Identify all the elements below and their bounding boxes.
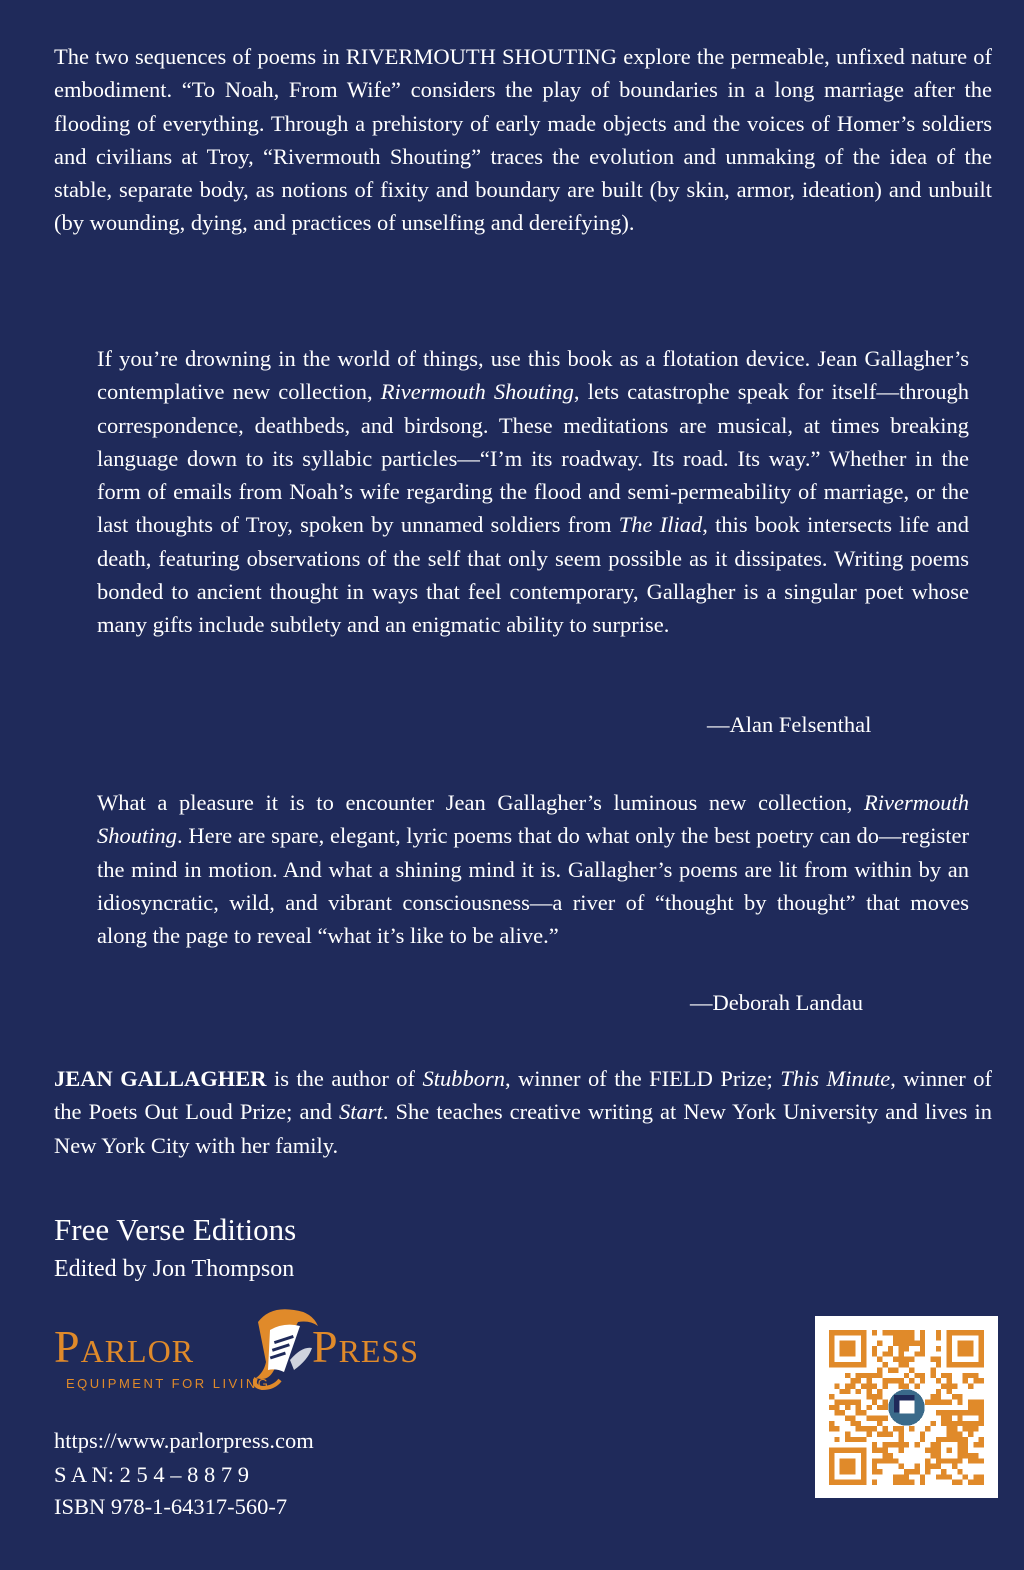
description-paragraph — [54, 40, 992, 240]
blurb-felsenthal — [97, 342, 969, 642]
author-bio — [54, 1062, 992, 1162]
iliad-title: The Iliad — [618, 512, 703, 538]
blurb-landau — [97, 786, 969, 952]
logo-name-left: Parlor — [54, 1321, 195, 1372]
blurb-text: , this book intersects life and death, featuring observations of the self that only seem possible as it dissipates. Writing poems bonded to ancient thought in ways that feel contemporary, Gallagher is a singular poet whose many gifts include subtlety and an enigmatic ability to surprise. — [97, 512, 969, 638]
publisher-logo — [54, 1300, 484, 1400]
series-editor: Edited by Jon Thompson — [54, 1256, 295, 1282]
blurb-text: . Here are spare, elegant, lyric poems that do what only the best poetry can do—register the mind in motion. And what a shining mind it is. Gallagher’s poems are lit from within by an idiosyncratic, wild, and vibrant consciousness—a river of “thought by thought” that moves along the page to reveal “what it’s like to be alive.” — [97, 823, 969, 949]
series-title: Free Verse Editions — [54, 1212, 297, 1247]
bio-text: , winner of the Poets Out Loud Prize; and — [54, 1066, 992, 1125]
book-title: Stubborn — [422, 1066, 505, 1091]
book-title: This Minute — [780, 1066, 891, 1091]
author-name: JEAN GALLAGHER — [54, 1066, 267, 1091]
blurb-attribution-felsenthal: —Alan Felsenthal — [707, 712, 872, 737]
blurb-text: , lets catastrophe speak for itself—through correspondence, deathbeds, and birdsong. These meditations are musical, at times breaking language down to its syllabic particles—“I’m its roadway. Its road. Its way.” Whether in the form of emails from Noah’s wife regarding the flood and semi-permeability of marriage, or the last thoughts of Troy, spoken by unnamed soldiers from — [97, 379, 970, 538]
book-title: Start — [339, 1099, 383, 1125]
bio-text: , winner of the FIELD Prize; — [504, 1066, 781, 1091]
description-text: The two sequences of poems in RIVERMOUTH SHOUTING explore the permeable, unfixed nature of embodiment. “To Noah, From Wife” considers the play of boundaries in a long marriage after the flooding of everything. Through a prehistory of early made objects and the voices of Homer’s soldiers and civilians at Troy, “Rivermouth Shouting” traces the evolution and unmaking of the idea of the stable, separate body, as notions of fixity and boundary are built (by skin, armor, ideation) and unbuilt (by wounding, dying, and practices of unselfing and dereifying). — [54, 44, 992, 236]
blurb-text: If you’re drowning in the world of things, use this book as a flotation device. Jean Gallagher’s contemplative new collection, — [97, 346, 969, 405]
blurb-text: What a pleasure it is to encounter Jean Gallagher’s luminous new collection, — [97, 790, 865, 815]
bio-text: . She teaches creative writing at New York University and lives in New York City with her family. — [54, 1099, 992, 1158]
publisher-url[interactable]: https://www.parlorpress.com — [54, 1428, 314, 1453]
blurb-attribution-landau: —Deborah Landau — [690, 990, 864, 1015]
book-title: Rivermouth Shouting — [380, 379, 574, 405]
bio-text: is the author of — [266, 1066, 423, 1091]
logo-name-right: Press — [312, 1321, 420, 1372]
logo-tagline: EQUIPMENT FOR LIVING — [66, 1376, 271, 1391]
san-number: S A N: 2 5 4 – 8 8 7 9 — [54, 1462, 250, 1487]
book-title: Rivermouth Shouting — [97, 790, 969, 849]
qr-code-icon[interactable] — [815, 1316, 998, 1498]
isbn-number: ISBN 978-1-64317-560-7 — [54, 1494, 288, 1519]
